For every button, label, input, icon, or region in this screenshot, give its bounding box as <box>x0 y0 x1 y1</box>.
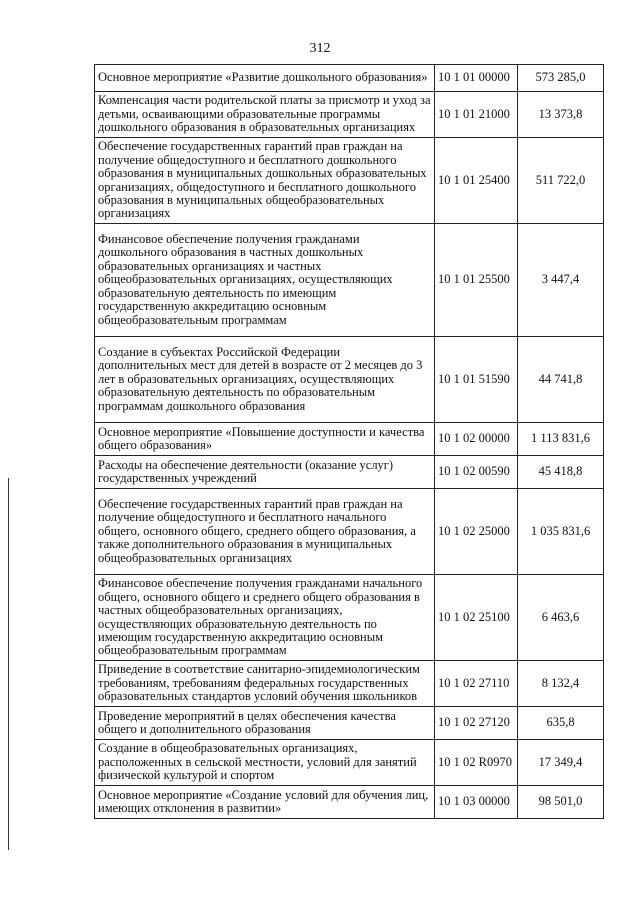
row-code-cell: 10 1 02 R0970 <box>435 740 518 786</box>
table-row <box>95 92 604 138</box>
table-row <box>95 138 604 224</box>
row-code-cell: 10 1 02 00590 <box>435 456 518 489</box>
row-amount-cell: 511 722,0 <box>518 138 604 224</box>
row-code-cell: 10 1 02 00000 <box>435 423 518 456</box>
budget-table <box>94 64 604 819</box>
table-row <box>95 224 604 337</box>
margin-line <box>8 478 9 850</box>
table-row <box>95 661 604 707</box>
row-amount-cell: 44 741,8 <box>518 337 604 423</box>
row-name-cell: Обеспечение государственных гарантий прав граждан на получение общедоступного и бесплатного дошкольного образования в муниципальных дошкольных образовательных организациях, общедоступного и бесплатного дошкольного образования в муниципальных общеобразовательных организациях <box>95 138 435 224</box>
row-amount-cell: 1 035 831,6 <box>518 489 604 575</box>
table-row <box>95 65 604 92</box>
table-row <box>95 786 604 819</box>
row-name-cell: Финансовое обеспечение получения гражданами дошкольного образования в частных дошкольных образовательных организациях и частных общеобразовательных организациях, осуществляющих образовательную деятельность по имеющим государственную аккредитацию основным общеобразовательным программам <box>95 224 435 337</box>
row-name-cell: Основное мероприятие «Развитие дошкольного образования» <box>95 65 435 92</box>
row-code-cell: 10 1 02 25100 <box>435 575 518 661</box>
row-amount-cell: 45 418,8 <box>518 456 604 489</box>
row-amount-cell: 13 373,8 <box>518 92 604 138</box>
row-code-cell: 10 1 01 21000 <box>435 92 518 138</box>
table-row <box>95 456 604 489</box>
budget-table-body <box>95 65 604 819</box>
row-name-cell: Основное мероприятие «Повышение доступности и качества общего образования» <box>95 423 435 456</box>
row-amount-cell: 573 285,0 <box>518 65 604 92</box>
row-amount-cell: 6 463,6 <box>518 575 604 661</box>
row-name-cell: Финансовое обеспечение получения гражданами начального общего, основного общего и среднего общего образования в частных общеобразовательных организациях, осуществляющих образовательную деятельность по имеющим государственную аккредитацию основным общеобразовательным программам <box>95 575 435 661</box>
row-code-cell: 10 1 02 27110 <box>435 661 518 707</box>
row-amount-cell: 635,8 <box>518 707 604 740</box>
page-number: 312 <box>309 41 331 56</box>
row-name-cell: Проведение мероприятий в целях обеспечения качества общего и дополнительного образования <box>95 707 435 740</box>
row-amount-cell: 8 132,4 <box>518 661 604 707</box>
row-code-cell: 10 1 02 27120 <box>435 707 518 740</box>
table-row <box>95 740 604 786</box>
row-amount-cell: 1 113 831,6 <box>518 423 604 456</box>
table-row <box>95 707 604 740</box>
row-name-cell: Создание в субъектах Российской Федерации дополнительных мест для детей в возрасте от 2 месяцев до 3 лет в образовательных организациях, осуществляющих образовательную деятельность по образовательным программам дошкольного образования <box>95 337 435 423</box>
row-name-cell: Расходы на обеспечение деятельности (оказание услуг) государственных учреждений <box>95 456 435 489</box>
row-amount-cell: 17 349,4 <box>518 740 604 786</box>
table-row <box>95 337 604 423</box>
row-name-cell: Основное мероприятие «Создание условий для обучения лиц, имеющих отклонения в развитии» <box>95 786 435 819</box>
row-code-cell: 10 1 03 00000 <box>435 786 518 819</box>
row-name-cell: Создание в общеобразовательных организациях, расположенных в сельской местности, условий для занятий физической культурой и спортом <box>95 740 435 786</box>
row-name-cell: Обеспечение государственных гарантий прав граждан на получение общедоступного и бесплатного начального общего, основного общего, среднего общего образования, а также дополнительного образования в муниципальных общеобразовательных организациях <box>95 489 435 575</box>
row-name-cell: Компенсация части родительской платы за присмотр и уход за детьми, осваивающими образовательные программы дошкольного образования в образовательных организациях <box>95 92 435 138</box>
row-amount-cell: 98 501,0 <box>518 786 604 819</box>
row-amount-cell: 3 447,4 <box>518 224 604 337</box>
row-code-cell: 10 1 01 51590 <box>435 337 518 423</box>
table-row <box>95 423 604 456</box>
row-code-cell: 10 1 01 25500 <box>435 224 518 337</box>
row-code-cell: 10 1 02 25000 <box>435 489 518 575</box>
table-row <box>95 575 604 661</box>
row-code-cell: 10 1 01 00000 <box>435 65 518 92</box>
row-name-cell: Приведение в соответствие санитарно-эпидемиологическим требованиям, требованиям федеральных государственных образовательных стандартов условий обучения школьников <box>95 661 435 707</box>
table-row <box>95 489 604 575</box>
row-code-cell: 10 1 01 25400 <box>435 138 518 224</box>
